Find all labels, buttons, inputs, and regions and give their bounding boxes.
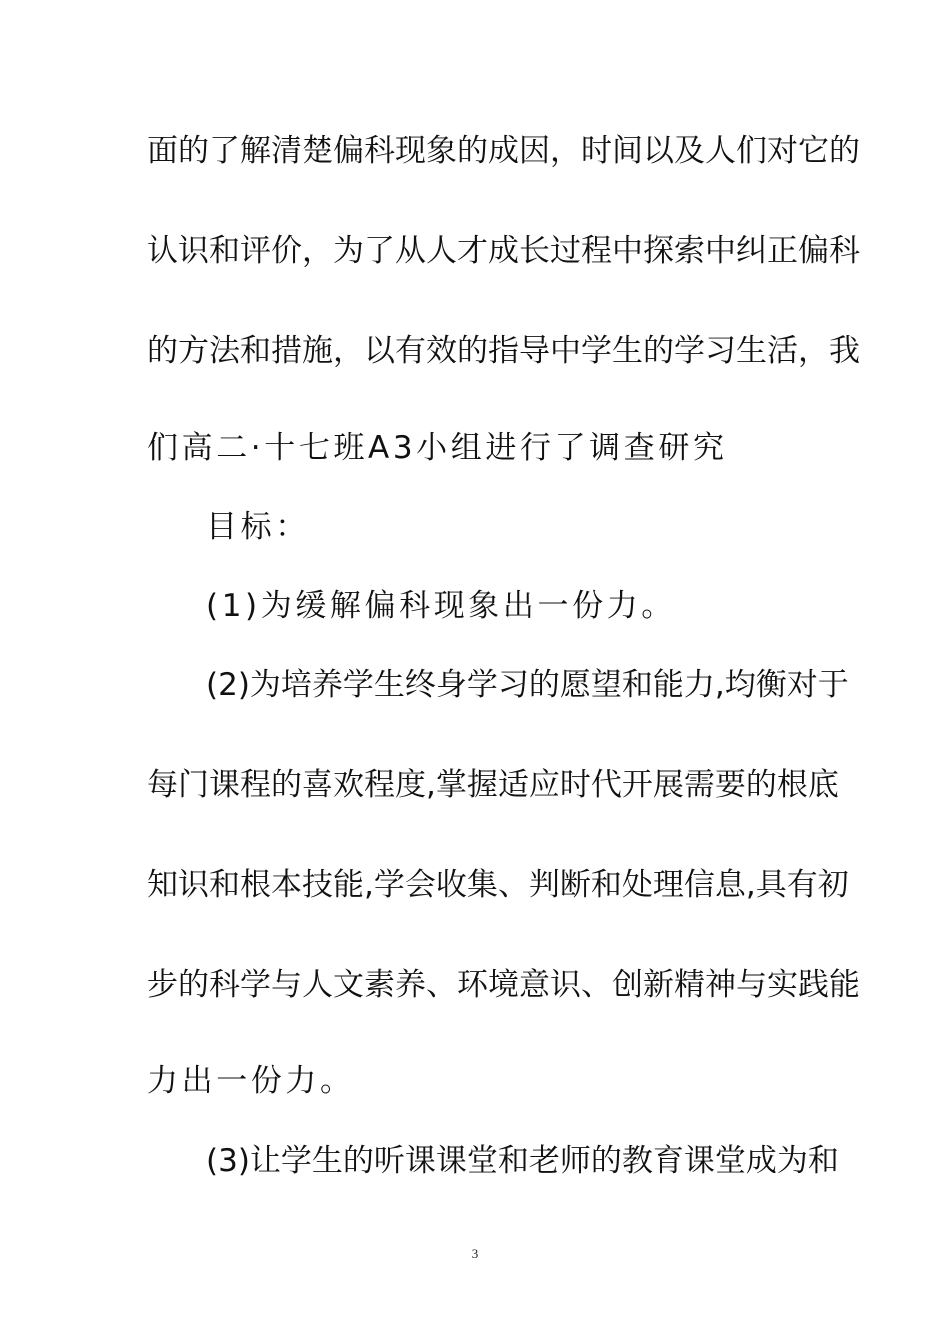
page-number: 3 (471, 1246, 479, 1261)
list-item: (2)为培养学生终身学习的愿望和能力,均衡对于 (206, 667, 849, 703)
section-heading: 目标： (206, 509, 310, 545)
paragraph-line: 每门课程的喜欢程度,掌握适应时代开展需要的根底 (147, 767, 839, 803)
paragraph-line: 步的科学与人文素养、环境意识、创新精神与实践能 (147, 967, 860, 1003)
paragraph-line: 认识和评价，为了从人才成长过程中探索中纠正偏科 (147, 233, 860, 269)
paragraph-line: 的方法和措施，以有效的指导中学生的学习生活，我 (147, 333, 860, 369)
list-item: (3)让学生的听课课堂和老师的教育课堂成为和 (206, 1143, 839, 1179)
paragraph-line: 力出一份力。 (147, 1063, 355, 1099)
paragraph-line: 们高二·十七班A3小组进行了调查研究 (147, 430, 728, 466)
paragraph-line: 知识和根本技能,学会收集、判断和处理信息,具有初 (147, 867, 849, 903)
list-item: (1)为缓解偏科现象出一份力。 (206, 588, 676, 624)
paragraph-line: 面的了解清楚偏科现象的成因，时间以及人们对它的 (147, 133, 860, 169)
